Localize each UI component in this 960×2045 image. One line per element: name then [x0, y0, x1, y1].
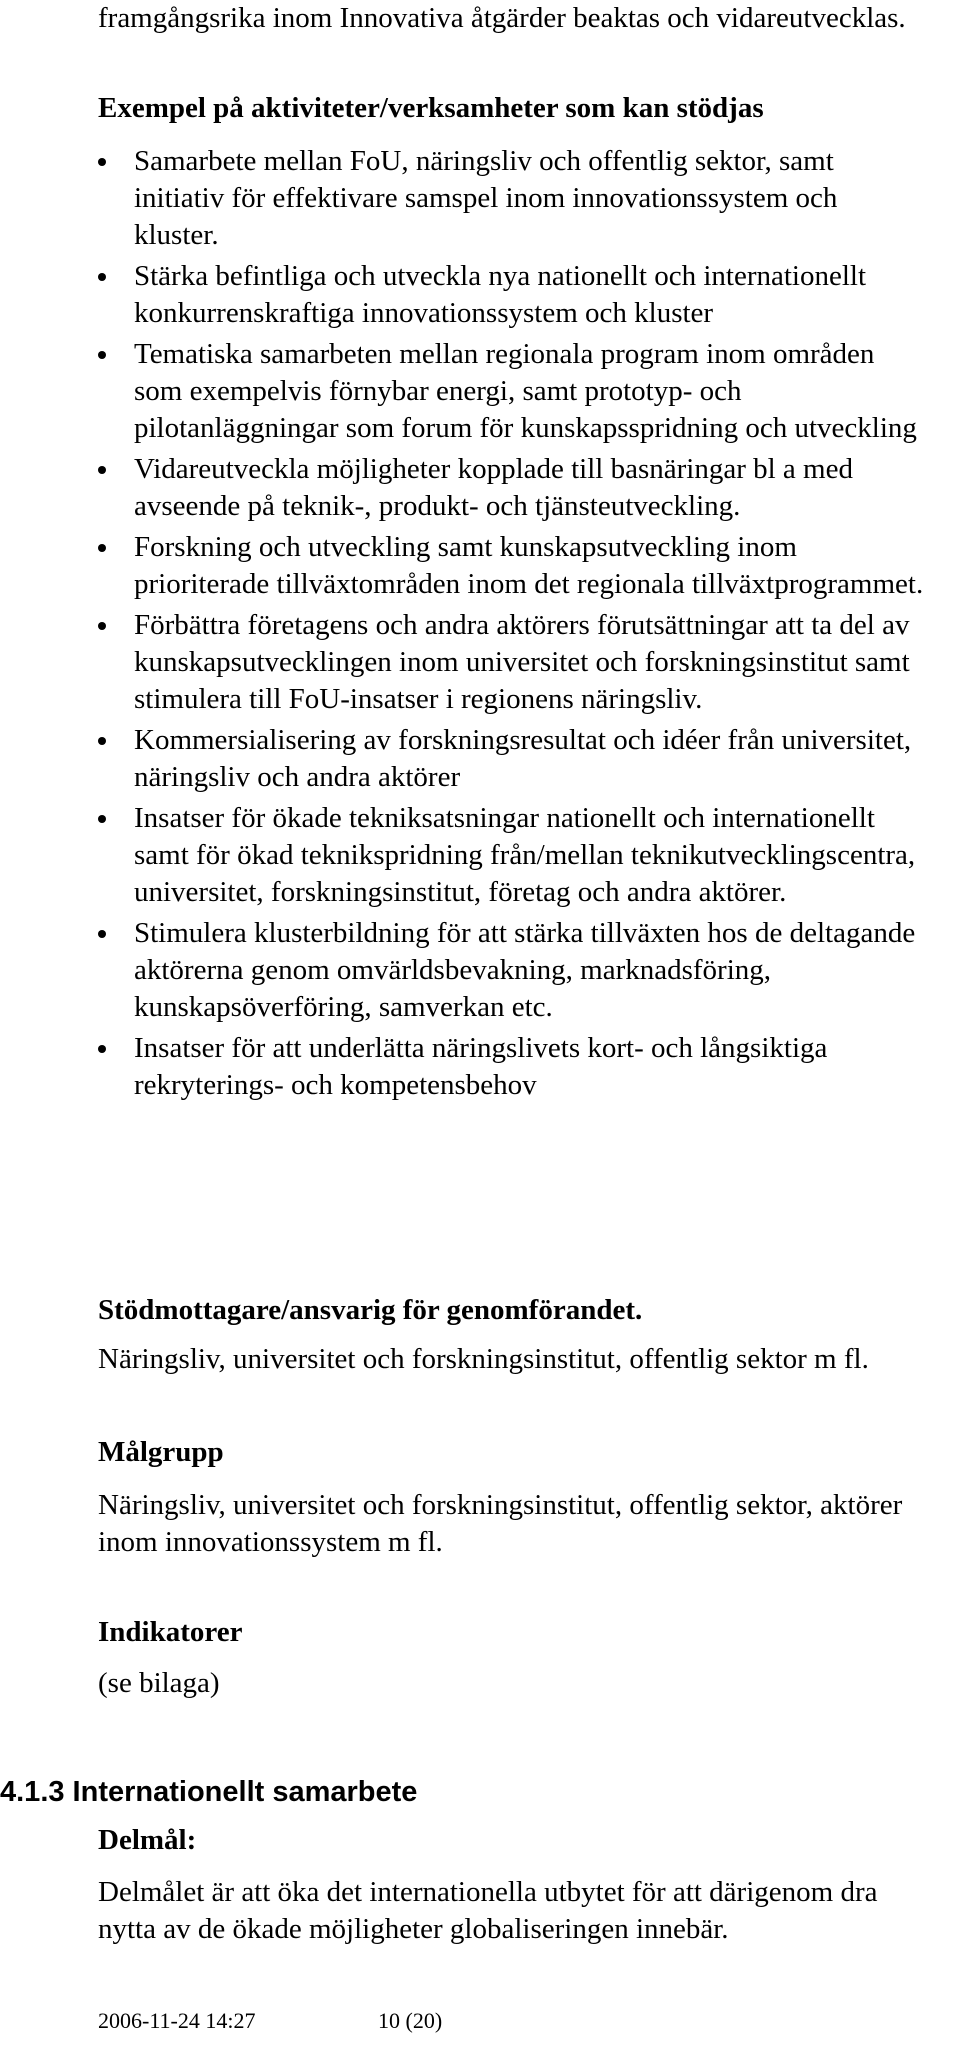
list-item-text: Förbättra företagens och andra aktörers förutsättningar att ta del av kunskapsutvecklingen inom universitet och forskningsinstitut samt stimulera till FoU-insatser i regionens näringsliv. — [134, 609, 910, 715]
list-item — [98, 451, 928, 525]
target-group-heading: Målgrupp — [98, 1436, 224, 1468]
list-item-text: Forskning och utveckling samt kunskapsutveckling inom prioriterade tillväxtområden inom det regionala tillväxtprogrammet. — [134, 531, 924, 600]
list-item-text: Samarbete mellan FoU, näringsliv och offentlig sektor, samt initiativ för effektivare samspel inom innovationssystem och kluster. — [134, 145, 838, 251]
list-item-text: Stimulera klusterbildning för att stärka tillväxten hos de deltagande aktörerna genom omvärldsbevakning, marknadsföring, kunskapsöverföring, samverkan etc. — [134, 917, 916, 1023]
footer-date: 2006-11-24 14:27 — [98, 2008, 256, 2033]
bullet-icon — [98, 737, 106, 745]
list-item-text: Vidareutveckla möjligheter kopplade till basnäringar bl a med avseende på teknik-, produkt- och tjänsteutveckling. — [134, 453, 853, 522]
list-item-text: Stärka befintliga och utveckla nya nationellt och internationellt konkurrenskraftiga innovationssystem och kluster — [134, 260, 867, 329]
bullet-icon — [98, 158, 106, 166]
list-item-text: Kommersialisering av forskningsresultat och idéer från universitet, näringsliv och andra aktörer — [134, 724, 912, 793]
intro-paragraph: framgångsrika inom Innovativa åtgärder beaktas och vidareutvecklas. — [98, 2, 906, 34]
footer-page-number: 10 (20) — [378, 2008, 443, 2033]
list-item — [98, 336, 928, 447]
subgoal-heading: Delmål: — [98, 1824, 197, 1856]
bullet-icon — [98, 351, 106, 359]
indicators-text: (se bilaga) — [98, 1667, 220, 1699]
activities-list — [98, 143, 928, 1108]
indicators-heading: Indikatorer — [98, 1616, 243, 1648]
subgoal-text: Delmålet är att öka det internationella utbytet för att därigenom dra nytta av de ökade möjligheter globaliseringen innebär. — [98, 1876, 878, 1945]
bullet-icon — [98, 466, 106, 474]
list-item-text: Tematiska samarbeten mellan regionala program inom områden som exempelvis förnybar energi, samt prototyp- och pilotanläggningar som forum för kunskapsspridning och utveckling — [134, 338, 917, 444]
recipients-text: Näringsliv, universitet och forskningsinstitut, offentlig sektor m fl. — [98, 1343, 869, 1375]
bullet-icon — [98, 544, 106, 552]
activities-heading: Exempel på aktiviteter/verksamheter som kan stödjas — [98, 92, 764, 124]
list-item — [98, 143, 928, 254]
bullet-icon — [98, 1045, 106, 1053]
list-item — [98, 800, 928, 911]
bullet-icon — [98, 815, 106, 823]
list-item — [98, 1030, 928, 1104]
list-item — [98, 722, 928, 796]
bullet-icon — [98, 930, 106, 938]
target-group-text: Näringsliv, universitet och forskningsinstitut, offentlig sektor, aktörer inom innovationssystem m fl. — [98, 1489, 903, 1558]
recipients-heading: Stödmottagare/ansvarig för genomförandet. — [98, 1294, 643, 1326]
bullet-icon — [98, 273, 106, 281]
bullet-icon — [98, 622, 106, 630]
page-footer — [98, 2006, 442, 2036]
list-item-text: Insatser för att underlätta näringslivets kort- och långsiktiga rekryterings- och kompetensbehov — [134, 1032, 828, 1101]
list-item — [98, 529, 928, 603]
list-item — [98, 607, 928, 718]
list-item — [98, 915, 928, 1026]
list-item — [98, 258, 928, 332]
section-title: 4.1.3 Internationellt samarbete — [0, 1776, 418, 1808]
list-item-text: Insatser för ökade tekniksatsningar nationellt och internationellt samt för ökad teknikspridning från/mellan teknikutvecklingscentra, universitet, forskningsinstitut, företag och andra aktörer. — [134, 802, 916, 908]
